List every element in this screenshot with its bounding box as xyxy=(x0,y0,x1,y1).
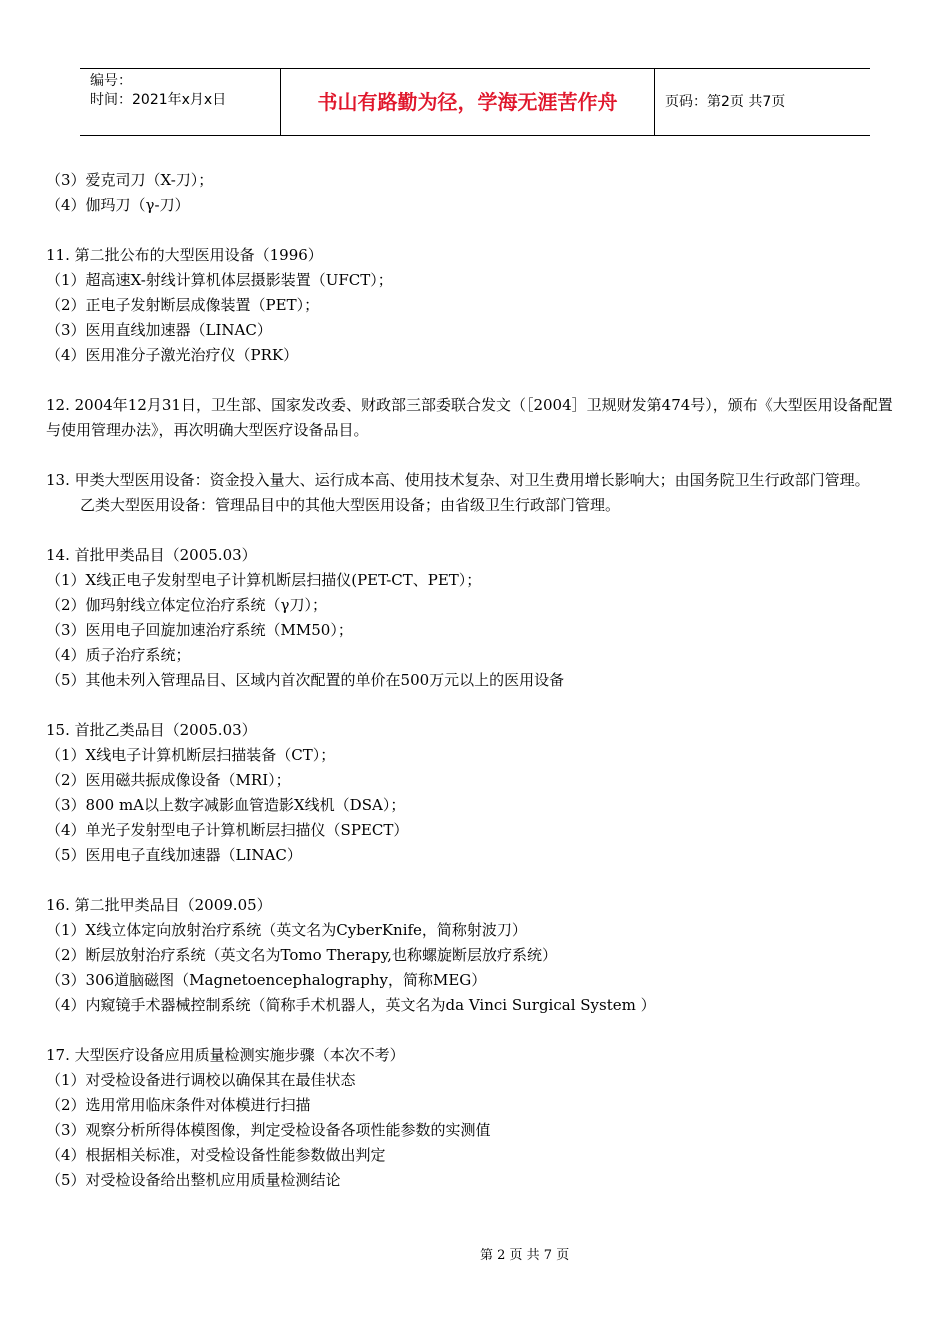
list-item: （2）正电子发射断层成像装置（PET）； xyxy=(46,296,320,314)
text-line: （4）伽玛刀（γ-刀） xyxy=(46,196,190,214)
list-item: （5）医用电子直线加速器（LINAC） xyxy=(46,846,302,864)
section-heading: 14. 首批甲类品目（2005.03） xyxy=(46,546,257,564)
paragraph: 13. 甲类大型医用设备：资金投入量大、运行成本高、使用技术复杂、对卫生费用增长影响大；由国务院卫生行政部门管理。 xyxy=(46,471,870,489)
list-item: （3）800 mA以上数字减影血管造影X线机（DSA）； xyxy=(46,796,406,814)
list-item: （2）选用常用临床条件对体模进行扫描 xyxy=(46,1096,311,1114)
page-footer: 第 2 页 共 7 页 xyxy=(480,1248,570,1263)
header-meta xyxy=(80,69,281,135)
list-item: （5）其他未列入管理品目、区域内首次配置的单价在500万元以上的医用设备 xyxy=(46,671,565,689)
document-body xyxy=(46,168,906,1193)
list-item: （3）306道脑磁图（Magnetoencephalography，简称MEG） xyxy=(46,971,487,989)
list-item: （1）对受检设备进行调校以确保其在最佳状态 xyxy=(46,1071,356,1089)
list-item: （2）医用磁共振成像设备（MRI）； xyxy=(46,771,291,789)
list-item: （4）单光子发射型电子计算机断层扫描仪（SPECT） xyxy=(46,821,409,839)
paragraph: 乙类大型医用设备：管理品目中的其他大型医用设备；由省级卫生行政部门管理。 xyxy=(80,496,621,514)
list-item: （1）X线立体定向放射治疗系统（英文名为CyberKnife，简称射波刀） xyxy=(46,921,527,939)
page-header xyxy=(80,68,870,136)
list-item: （4）根据相关标准，对受检设备性能参数做出判定 xyxy=(46,1146,386,1164)
list-item: （3）观察分析所得体模图像，判定受检设备各项性能参数的实测值 xyxy=(46,1121,491,1139)
section-heading: 16. 第二批甲类品目（2009.05） xyxy=(46,896,272,914)
header-page-number: 页码：第2页 共7页 xyxy=(665,94,786,110)
list-item: （1）超高速X-射线计算机体层摄影装置（UFCT）； xyxy=(46,271,393,289)
document-number: 编号： xyxy=(90,73,132,89)
section-heading: 15. 首批乙类品目（2005.03） xyxy=(46,721,257,739)
list-item: （4）内窥镜手术器械控制系统（简称手术机器人，英文名为da Vinci Surgical System ） xyxy=(46,996,656,1014)
section-heading: 11. 第二批公布的大型医用设备（1996） xyxy=(46,246,323,264)
section-heading: 17. 大型医疗设备应用质量检测实施步骤（本次不考） xyxy=(46,1046,405,1064)
list-item: （4）医用准分子激光治疗仪（PRK） xyxy=(46,346,299,364)
list-item: （1）X线正电子发射型电子计算机断层扫描仪(PET-CT、PET）； xyxy=(46,571,482,589)
list-item: （2）断层放射治疗系统（英文名为Tomo Therapy,也称螺旋断层放疗系统） xyxy=(46,946,557,964)
list-item: （3）医用直线加速器（LINAC） xyxy=(46,321,272,339)
list-item: （2）伽玛射线立体定位治疗系统（γ刀）； xyxy=(46,596,328,614)
document-date: 时间：2021年x月x日 xyxy=(90,92,227,108)
list-item: （4）质子治疗系统； xyxy=(46,646,191,664)
header-motto: 书山有路勤为径，学海无涯苦作舟 xyxy=(281,69,655,135)
text-line: （3）爱克司刀（X-刀）； xyxy=(46,171,214,189)
paragraph: 12. 2004年12月31日，卫生部、国家发改委、财政部三部委联合发文（［2004］卫规财发第474号），颁布《大型医用设备配置与使用管理办法》，再次明确大型医疗设备品目。 xyxy=(46,396,893,439)
list-item: （5）对受检设备给出整机应用质量检测结论 xyxy=(46,1171,341,1189)
list-item: （1）X线电子计算机断层扫描装备（CT）； xyxy=(46,746,336,764)
list-item: （3）医用电子回旋加速治疗系统（MM50）； xyxy=(46,621,353,639)
